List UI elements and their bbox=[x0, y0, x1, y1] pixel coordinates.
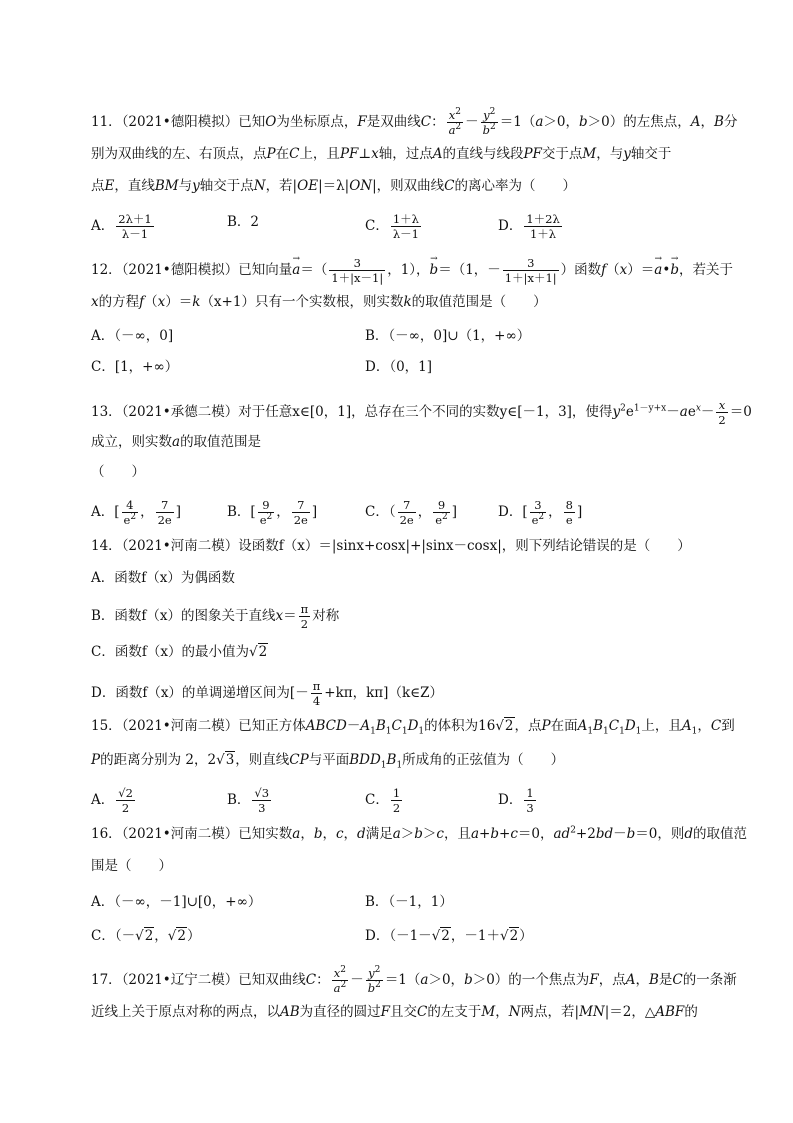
q14-option-c[interactable]: C．函数f（x）的最小值为√2 bbox=[91, 644, 268, 660]
q13-line-2: 成立，则实数a的取值范围是 bbox=[91, 434, 262, 450]
q13-blank: （ ） bbox=[91, 464, 145, 480]
q12-option-d[interactable]: D．（0，1] bbox=[365, 359, 433, 375]
q11-option-d[interactable]: D． $\frac{1+2\lambda}{1+\lambda}$ bbox=[498, 212, 560, 241]
q14-option-b[interactable]: B．函数f（x）的图象关于直线x＝ $\frac{\pi}{2}$ 对称 bbox=[91, 602, 340, 631]
q17-line-1: 17．（2021•辽宁二模）已知双曲线C： $\frac{x^2}{a^2}$ － $\frac{y^2}{b^2}$ ＝1（a＞0，b＞0）的一个焦点为F，点A，B是C的一条渐 bbox=[91, 965, 737, 995]
q11-line-3: 点E，直线BM与y轴交于点N，若|OE|＝λ|ON|，则双曲线C的离心率为（ ） bbox=[91, 178, 577, 194]
q11-option-b[interactable]: B．2 bbox=[227, 214, 260, 230]
q12-line-1: 12．（2021•德阳模拟）已知向量→ a＝（ $\frac{3}{1+|x-1|}$ ，1），→ b＝（1，－ $\frac{3}{1+|x+1|}$ ）函数f（x）＝→ a•→ b，若关于 bbox=[91, 256, 733, 285]
q13-option-b[interactable]: B．[ $\frac{9}{e^2}$ ， $\frac{7}{2e}$ ] bbox=[227, 498, 318, 527]
q17-line-2: 近线上关于原点对称的两点，以AB为直径的圆过F且交C的左支于M，N两点，若|MN|＝2，△ABF的 bbox=[91, 1004, 698, 1020]
q14-option-d[interactable]: D．函数f（x）的单调递增区间为[－ $\frac{\pi}{4}$ +kπ，kπ]（k∈Z） bbox=[91, 679, 444, 708]
q11-option-c[interactable]: C． $\frac{1+\lambda}{\lambda-1}$ bbox=[365, 212, 419, 241]
q15-option-a[interactable]: A． $\frac{√2}{2}$ bbox=[91, 786, 133, 815]
q12-option-a[interactable]: A．（－∞，0] bbox=[91, 328, 174, 344]
q15-line-2: P的距离分别为 2，2√3，则直线CP与平面$BDD_1B_1$所成角的正弦值为（ ） bbox=[91, 752, 565, 771]
q13-option-d[interactable]: D．[ $\frac{3}{e^2}$ ， $\frac{8}{e}$ ] bbox=[498, 498, 583, 527]
q11-line-1: 11．（2021•德阳模拟）已知O为坐标原点，F是双曲线C： $\frac{x^2}{a^2}$ － $\frac{y^2}{b^2}$ ＝1（a＞0，b＞0）的左焦点，A，B分 bbox=[91, 107, 738, 137]
q13-option-a[interactable]: A．[ $\frac{4}{e^2}$ ， $\frac{7}{2e}$ ] bbox=[91, 498, 181, 527]
q11-line-2: 别为双曲线的左、右顶点，点P在C上，且PF⊥x轴，过点A的直线与线段PF交于点M，与y轴交于 bbox=[91, 146, 672, 162]
q16-option-b[interactable]: B．（－1，1） bbox=[365, 894, 453, 910]
q16-option-a[interactable]: A．（－∞，－1]∪[0，+∞） bbox=[91, 894, 262, 910]
q14-line-1: 14．（2021•河南二模）设函数f（x）＝|sinx+cosx|+|sinx－cosx|，则下列结论错误的是（ ） bbox=[91, 538, 691, 554]
q11-option-a[interactable]: A． $\frac{2\lambda+1}{\lambda-1}$ bbox=[91, 212, 152, 241]
q15-option-b[interactable]: B． $\frac{√3}{3}$ bbox=[227, 786, 270, 815]
q16-line-2: 围是（ ） bbox=[91, 858, 172, 874]
q13-line-1: 13．（2021•承德二模）对于任意x∈[0，1]，总存在三个不同的实数y∈[－1，3]，使得$y^2e^{1-y+x}-ae^x-$ $\frac{x}{2}$ ＝0 bbox=[91, 398, 752, 427]
q15-option-c[interactable]: C． $\frac{1}{2}$ bbox=[365, 786, 401, 815]
q13-option-c[interactable]: C．（ $\frac{7}{2e}$ ， $\frac{9}{e^2}$ ] bbox=[365, 498, 458, 527]
q15-line-1: 15．（2021•河南二模）已知正方体$ABCD-A_1B_1C_1D_1$的体积为16√2，点P在面$A_1B_1C_1D_1$上，且$A_1$，C到 bbox=[91, 718, 735, 737]
q16-line-1: 16．（2021•河南二模）已知实数a，b，c，d满足a＞b＞c，且a+b+c＝0，$ad^2+2bd-b=0$，则d的取值范 bbox=[91, 825, 748, 842]
q12-option-b[interactable]: B．（－∞，0]∪（1，+∞） bbox=[365, 328, 531, 344]
q12-line-2: x的方程f（x）＝k（x+1）只有一个实数根，则实数k的取值范围是（ ） bbox=[91, 294, 547, 310]
q16-option-d[interactable]: D．（－1－√2，－1＋√2） bbox=[365, 928, 533, 944]
q15-option-d[interactable]: D． $\frac{1}{3}$ bbox=[498, 786, 534, 815]
q16-option-c[interactable]: C．（－√2，√2） bbox=[91, 928, 201, 944]
q12-option-c[interactable]: C．[1，+∞） bbox=[91, 359, 179, 375]
q14-option-a[interactable]: A．函数f（x）为偶函数 bbox=[91, 570, 235, 586]
